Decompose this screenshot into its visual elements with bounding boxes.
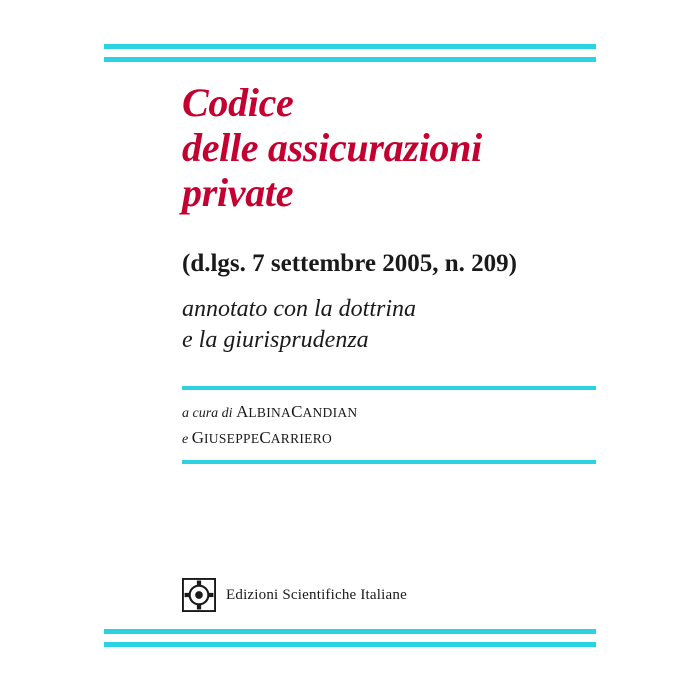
editor-2-last-rest: ARRIERO: [270, 431, 333, 446]
decorative-rule-mid-2: [182, 460, 596, 464]
publisher-block: [182, 578, 407, 612]
law-reference: (d.lgs. 7 settembre 2005, n. 209): [182, 250, 517, 277]
title-line-1: Codice: [182, 80, 294, 125]
title-line-2: delle assicurazioni: [182, 125, 482, 170]
decorative-rule-bottom-2: [104, 642, 596, 647]
subtitle: [182, 294, 622, 356]
decorative-rule-top-1: [104, 44, 596, 49]
editor-prefix-2: e: [182, 432, 192, 447]
subtitle-line-2: e la giurisprudenza: [182, 327, 369, 353]
editor-1-first-initial: A: [236, 402, 249, 421]
subtitle-line-1: annotato con la dottrina: [182, 296, 416, 322]
editor-prefix-1: a cura di: [182, 406, 237, 421]
book-title: [182, 80, 612, 215]
publisher-name: Edizioni Scientifiche Italiane: [226, 586, 407, 603]
editor-1-last-rest: ANDIAN: [302, 405, 358, 420]
editor-2-last-initial: C: [259, 428, 271, 447]
editor-2-first-rest: IUSEPPE: [204, 431, 260, 446]
editor-1-first-rest: LBINA: [248, 405, 292, 420]
decorative-rule-mid-1: [182, 386, 596, 390]
editors-block: [182, 400, 612, 452]
decorative-rule-bottom-1: [104, 629, 596, 634]
editor-line-2: [182, 426, 612, 452]
editor-1-last-initial: C: [291, 402, 303, 421]
editor-2-first-initial: G: [191, 428, 204, 447]
publisher-logo-icon: [182, 578, 216, 612]
decorative-rule-top-2: [104, 57, 596, 62]
editor-line-1: [182, 400, 612, 426]
title-line-3: private: [182, 170, 294, 215]
